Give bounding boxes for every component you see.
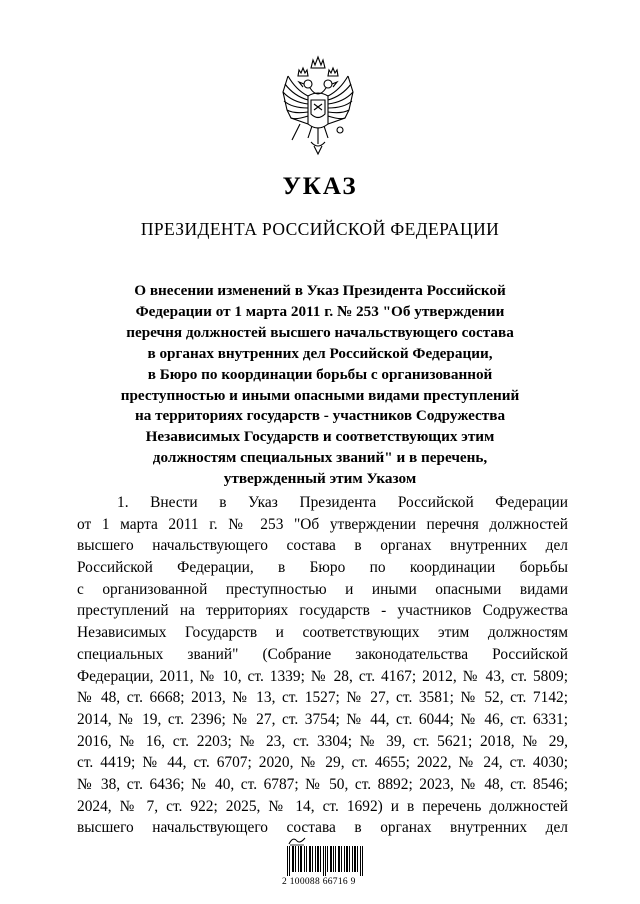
heading-line: перечня должностей высшего начальствующего состава [126, 323, 514, 341]
body-line: преступлений на территориях государств - участников Содружества [77, 602, 568, 620]
body-line: высшего начальствующего состава в органах внутренних дел [77, 537, 568, 555]
body-line: высшего начальствующего состава в органах внутренних дел [77, 819, 568, 837]
body-line: 2024, № 7, ст. 922; 2025, № 14, ст. 1692) и в перечень должностей [77, 797, 568, 815]
heading-line: преступностью и иными опасными видами преступлений [120, 386, 520, 404]
heading-line: утвержденный этим Указом [223, 470, 417, 488]
body-line: ст. 4419; № 44, ст. 6707; 2020, № 29, ст. 4655; 2022, № 24, ст. 4030; [77, 754, 568, 772]
body-line: с организованной преступностью и иными опасными видами [77, 580, 568, 598]
heading-line: Федерации от 1 марта 2011 г. № 253 "Об утверждении [135, 302, 505, 320]
document-type-title: УКАЗ [282, 173, 358, 200]
body-line: 1. Внести в Указ Президента Российской Федерации [117, 494, 568, 511]
body-line: № 38, ст. 6436; № 40, ст. 6787; № 50, ст. 8892; 2023, № 48, ст. 8546; [77, 775, 568, 793]
barcode-icon [287, 846, 365, 876]
issuer-title: ПРЕЗИДЕНТА РОССИЙСКОЙ ФЕДЕРАЦИИ [140, 219, 500, 239]
body-line: № 48, ст. 6668; 2013, № 13, ст. 1527; № 27, ст. 3581; № 52, ст. 7142; [77, 689, 568, 707]
coat-of-arms-icon [278, 54, 358, 158]
body-line: Российской Федерации, в Бюро по координации борьбы [77, 559, 568, 577]
heading-line: в Бюро по координации борьбы с организованной [147, 365, 493, 383]
decree-heading [118, 281, 522, 490]
body-line: от 1 марта 2011 г. № 253 "Об утверждении перечня должностей [77, 515, 568, 533]
heading-line: должностям специальных званий" и в перечень, [152, 449, 488, 467]
body-line: Федерации, 2011, № 10, ст. 1339; № 28, ст. 4167; 2012, № 43, ст. 5809; [77, 667, 568, 685]
heading-line: в органах внутренних дел Российской Федерации, [147, 344, 493, 362]
heading-line: на территориях государств - участников Содружества [134, 407, 506, 425]
body-line: 2014, № 19, ст. 2396; № 27, ст. 3754; № 44, ст. 6044; № 46, ст. 6331; [77, 710, 568, 728]
decree-body [77, 492, 568, 839]
barcode-number: 2 100088 66716 9 [282, 877, 356, 887]
heading-line: О внесении изменений в Указ Президента Российской [134, 282, 506, 299]
body-line: Независимых Государств и соответствующих этим должностям [77, 624, 568, 642]
body-line: 2016, № 16, ст. 2203; № 23, ст. 3304; № 39, ст. 5621; 2018, № 29, [77, 732, 568, 750]
body-line: специальных званий" (Собрание законодательства Российской [77, 645, 568, 663]
printer-mark-icon [287, 834, 307, 846]
heading-line: Независимых Государств и соответствующих этим [145, 428, 495, 446]
